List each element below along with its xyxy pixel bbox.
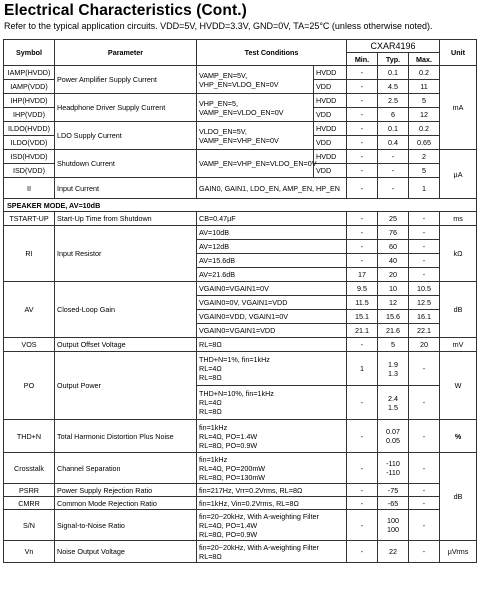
typ-cell: 5 <box>378 338 409 352</box>
min-cell: - <box>347 164 378 178</box>
symbol-cell: S/N <box>4 510 55 541</box>
symbol-cell: AV <box>4 282 55 338</box>
symbol-cell: II <box>4 178 55 199</box>
parameter-cell: Start-Up Time from Shutdown <box>55 212 197 226</box>
min-cell: - <box>347 420 378 453</box>
parameter-cell: Input Current <box>55 178 197 199</box>
max-cell: - <box>409 497 440 510</box>
typ-cell: 4.5 <box>378 80 409 94</box>
min-cell: 1 <box>347 352 378 386</box>
min-cell: 21.1 <box>347 324 378 338</box>
min-cell: 15.1 <box>347 310 378 324</box>
max-cell: 12 <box>409 108 440 122</box>
max-cell: 12.5 <box>409 296 440 310</box>
table-row <box>4 497 477 510</box>
parameter-cell: Power Amplifier Supply Current <box>55 66 197 94</box>
typ-cell: 0.1 <box>378 66 409 80</box>
condition-cell: AV=21.6dB <box>197 268 347 282</box>
max-cell: - <box>409 212 440 226</box>
condition-line: RL=8Ω <box>199 373 222 382</box>
max-cell: - <box>409 268 440 282</box>
symbol-cell: IAMP(VDD) <box>4 80 55 94</box>
condition-cell <box>197 541 347 563</box>
min-cell: - <box>347 178 378 199</box>
parameter-cell: Input Resistor <box>55 226 197 282</box>
condition-line: RL=4Ω, PO=1.4W <box>199 431 258 441</box>
supply-cell: HVDD <box>314 150 347 164</box>
parameter-cell: Power Supply Rejection Ratio <box>55 484 197 497</box>
min-cell: - <box>347 484 378 497</box>
condition-line: THD+N=1%, fin=1kHz <box>199 355 270 364</box>
unit-cell: µVrms <box>440 541 477 563</box>
condition-line: RL=8Ω, PO=130mW <box>199 472 266 482</box>
condition-cell: VAMP_EN=VHP_EN=VLDO_EN=0V <box>197 150 314 178</box>
condition-line: RL=4Ω, PO=1.4W <box>199 520 258 530</box>
typ-cell: 76 <box>378 226 409 240</box>
table-row <box>4 282 477 296</box>
condition-line: RL=8Ω, PO=0.9W <box>199 529 258 539</box>
symbol-cell: ILDO(HVDD) <box>4 122 55 136</box>
symbol-cell: PO <box>4 352 55 420</box>
max-cell: - <box>409 240 440 254</box>
parameter-cell: Common Mode Rejection Ratio <box>55 497 197 510</box>
parameter-cell: Total Harmonic Distortion Plus Noise <box>55 420 197 453</box>
symbol-cell: RI <box>4 226 55 282</box>
condition-cell: GAIN0, GAIN1, LDO_EN, AMP_EN, HP_EN <box>197 178 347 199</box>
typ-cell: -75 <box>378 484 409 497</box>
parameter-cell: Shutdown Current <box>55 150 197 178</box>
typ-cell: 22 <box>378 541 409 563</box>
min-cell: - <box>347 510 378 541</box>
unit-cell: % <box>440 420 477 453</box>
table-row <box>4 338 477 352</box>
parameter-cell: Headphone Driver Supply Current <box>55 94 197 122</box>
max-cell: 5 <box>409 94 440 108</box>
symbol-cell: IAMP(HVDD) <box>4 66 55 80</box>
unit-cell: kΩ <box>440 226 477 282</box>
table-row <box>4 352 477 386</box>
condition-cell: AV=15.6dB <box>197 254 347 268</box>
typ-line: 1.5 <box>388 402 398 412</box>
typ-cell <box>378 386 409 420</box>
condition-cell: VLDO_EN=5V, VAMP_EN=VHP_EN=0V <box>197 122 314 150</box>
supply-cell: VDD <box>314 164 347 178</box>
table-row <box>4 212 477 226</box>
max-cell: - <box>409 541 440 563</box>
section-row <box>4 199 477 212</box>
typ-cell: 40 <box>378 254 409 268</box>
header-row <box>4 40 477 53</box>
col-device: CXAR4196 <box>347 40 440 53</box>
min-cell: - <box>347 338 378 352</box>
max-cell: 10.5 <box>409 282 440 296</box>
max-cell: - <box>409 226 440 240</box>
supply-cell: VDD <box>314 80 347 94</box>
min-cell: - <box>347 497 378 510</box>
max-cell: - <box>409 386 440 420</box>
table-row <box>4 178 477 199</box>
table-row <box>4 94 477 108</box>
typ-line: 1.9 <box>388 359 398 369</box>
max-cell: - <box>409 352 440 386</box>
condition-cell: VHP_EN=5, VAMP_EN=VLDO_EN=0V <box>197 94 314 122</box>
table-row <box>4 420 477 453</box>
typ-cell: 10 <box>378 282 409 296</box>
typ-line: 100 <box>387 525 399 534</box>
typ-cell: 15.6 <box>378 310 409 324</box>
max-cell: - <box>409 420 440 453</box>
col-min: Min. <box>347 53 378 66</box>
table-row <box>4 66 477 80</box>
min-cell: - <box>347 136 378 150</box>
parameter-cell: LDO Supply Current <box>55 122 197 150</box>
min-cell: 17 <box>347 268 378 282</box>
typ-cell: 21.6 <box>378 324 409 338</box>
symbol-cell: ISD(VDD) <box>4 164 55 178</box>
min-cell: - <box>347 122 378 136</box>
max-cell: 16.1 <box>409 310 440 324</box>
typ-line: -110 <box>386 468 400 477</box>
condition-cell: fin=217Hz, Vrr=0.2Vrms, RL=8Ω <box>197 484 347 497</box>
col-unit: Unit <box>440 40 477 66</box>
typ-cell <box>378 453 409 484</box>
condition-line: RL=4Ω <box>199 364 222 373</box>
parameter-cell: Channel Separation <box>55 453 197 484</box>
typ-cell: 12 <box>378 296 409 310</box>
condition-cell <box>197 510 347 541</box>
condition-cell: AV=12dB <box>197 240 347 254</box>
table-row <box>4 541 477 563</box>
col-typ: Typ. <box>378 53 409 66</box>
max-cell: 20 <box>409 338 440 352</box>
condition-cell: VGAIN0=0V, VGAIN1=VDD <box>197 296 347 310</box>
supply-cell: HVDD <box>314 94 347 108</box>
min-cell: 9.5 <box>347 282 378 296</box>
min-cell: - <box>347 254 378 268</box>
condition-line: THD+N=10%, fin=1kHz <box>199 389 274 398</box>
min-cell: - <box>347 212 378 226</box>
symbol-cell: CMRR <box>4 497 55 510</box>
symbol-cell: TSTART-UP <box>4 212 55 226</box>
unit-cell: mA <box>440 66 477 150</box>
max-cell: 22.1 <box>409 324 440 338</box>
condition-cell <box>197 420 347 453</box>
table-row <box>4 484 477 497</box>
table-row <box>4 226 477 240</box>
typ-cell <box>378 420 409 453</box>
page-title: Electrical Characteristics (Cont.) <box>4 2 247 19</box>
condition-cell: VGAIN0=VDD, VGAIN1=0V <box>197 310 347 324</box>
supply-cell: HVDD <box>314 122 347 136</box>
col-test-conditions: Test Conditions <box>197 40 347 66</box>
table-row <box>4 122 477 136</box>
symbol-cell: Vn <box>4 541 55 563</box>
min-cell: - <box>347 541 378 563</box>
condition-line: RL=8Ω, PO=0.9W <box>199 440 258 450</box>
symbol-cell: PSRR <box>4 484 55 497</box>
typ-cell: - <box>378 164 409 178</box>
max-cell: 1 <box>409 178 440 199</box>
supply-cell: VDD <box>314 108 347 122</box>
max-cell: - <box>409 254 440 268</box>
condition-cell: CB=0.47µF <box>197 212 347 226</box>
condition-line: RL=8Ω <box>199 407 222 416</box>
test-conditions-note: Refer to the typical application circuits. VDD=5V, HVDD=3.3V, GND=0V, TA=25°C (unless otherwise noted). <box>4 21 433 31</box>
condition-cell <box>197 453 347 484</box>
unit-cell: W <box>440 352 477 420</box>
symbol-cell: ISD(HVDD) <box>4 150 55 164</box>
typ-cell: 20 <box>378 268 409 282</box>
parameter-cell: Closed-Loop Gain <box>55 282 197 338</box>
unit-cell: dB <box>440 282 477 338</box>
typ-cell: -65 <box>378 497 409 510</box>
parameter-cell: Signal-to-Noise Ratio <box>55 510 197 541</box>
condition-cell: VGAIN0=VGAIN1=0V <box>197 282 347 296</box>
symbol-cell: IHP(VDD) <box>4 108 55 122</box>
typ-cell: - <box>378 150 409 164</box>
table-row <box>4 150 477 164</box>
condition-cell: VAMP_EN=5V, VHP_EN=VLDO_EN=0V <box>197 66 314 94</box>
supply-cell: VDD <box>314 136 347 150</box>
max-cell: 2 <box>409 150 440 164</box>
typ-cell: 2.5 <box>378 94 409 108</box>
typ-cell <box>378 352 409 386</box>
max-cell: 0.2 <box>409 122 440 136</box>
min-cell: - <box>347 150 378 164</box>
max-cell: - <box>409 510 440 541</box>
col-max: Max. <box>409 53 440 66</box>
min-cell: - <box>347 240 378 254</box>
unit-cell: mV <box>440 338 477 352</box>
min-cell: - <box>347 94 378 108</box>
min-cell: - <box>347 386 378 420</box>
col-parameter: Parameter <box>55 40 197 66</box>
typ-line: 100 <box>387 516 399 525</box>
max-cell: 5 <box>409 164 440 178</box>
condition-line: fin=1kHz <box>199 422 228 432</box>
col-symbol: Symbol <box>4 40 55 66</box>
symbol-cell: IHP(HVDD) <box>4 94 55 108</box>
min-cell: - <box>347 80 378 94</box>
typ-cell: 0.1 <box>378 122 409 136</box>
typ-line: 0.05 <box>386 436 400 445</box>
max-cell: - <box>409 484 440 497</box>
section-heading: SPEAKER MODE, AV=10dB <box>4 199 477 212</box>
unit-cell: µA <box>440 150 477 199</box>
condition-cell <box>197 386 347 420</box>
symbol-cell: THD+N <box>4 420 55 453</box>
parameter-cell: Noise Output Voltage <box>55 541 197 563</box>
typ-cell: 25 <box>378 212 409 226</box>
condition-cell: fin=1kHz, Vin=0.2Vrms, RL=8Ω <box>197 497 347 510</box>
max-cell: 11 <box>409 80 440 94</box>
typ-cell: 0.4 <box>378 136 409 150</box>
condition-cell <box>197 352 347 386</box>
condition-line: RL=4Ω, PO=200mW <box>199 463 266 473</box>
min-cell: - <box>347 108 378 122</box>
min-cell: - <box>347 66 378 80</box>
symbol-cell: Crosstalk <box>4 453 55 484</box>
table-row <box>4 453 477 484</box>
symbol-cell: VOS <box>4 338 55 352</box>
condition-line: RL=4Ω <box>199 398 222 407</box>
condition-line: fin=1kHz <box>199 454 228 464</box>
max-cell: 0.2 <box>409 66 440 80</box>
condition-line: fin=20~20kHz, With A-weighting Filter <box>199 542 319 552</box>
parameter-cell: Output Power <box>55 352 197 420</box>
parameter-cell: Output Offset Voltage <box>55 338 197 352</box>
supply-cell: HVDD <box>314 66 347 80</box>
electrical-characteristics-table <box>3 39 477 563</box>
condition-cell: AV=10dB <box>197 226 347 240</box>
condition-line: RL=8Ω <box>199 551 222 561</box>
condition-line: fin=20~20kHz, With A-weighting Filter <box>199 511 319 521</box>
typ-cell: 6 <box>378 108 409 122</box>
typ-cell: - <box>378 178 409 199</box>
unit-cell: ms <box>440 212 477 226</box>
min-cell: - <box>347 453 378 484</box>
typ-line: 0.07 <box>386 427 400 436</box>
typ-cell: 60 <box>378 240 409 254</box>
typ-line: 2.4 <box>388 393 398 403</box>
max-cell: - <box>409 453 440 484</box>
max-cell: 0.65 <box>409 136 440 150</box>
condition-cell: RL=8Ω <box>197 338 347 352</box>
min-cell: 11.5 <box>347 296 378 310</box>
table-row <box>4 510 477 541</box>
typ-line: -110 <box>386 459 400 468</box>
unit-cell: dB <box>440 453 477 541</box>
min-cell: - <box>347 226 378 240</box>
typ-line: 1.3 <box>388 368 398 378</box>
symbol-cell: ILDO(VDD) <box>4 136 55 150</box>
condition-cell: VGAIN0=VGAIN1=VDD <box>197 324 347 338</box>
typ-cell <box>378 510 409 541</box>
